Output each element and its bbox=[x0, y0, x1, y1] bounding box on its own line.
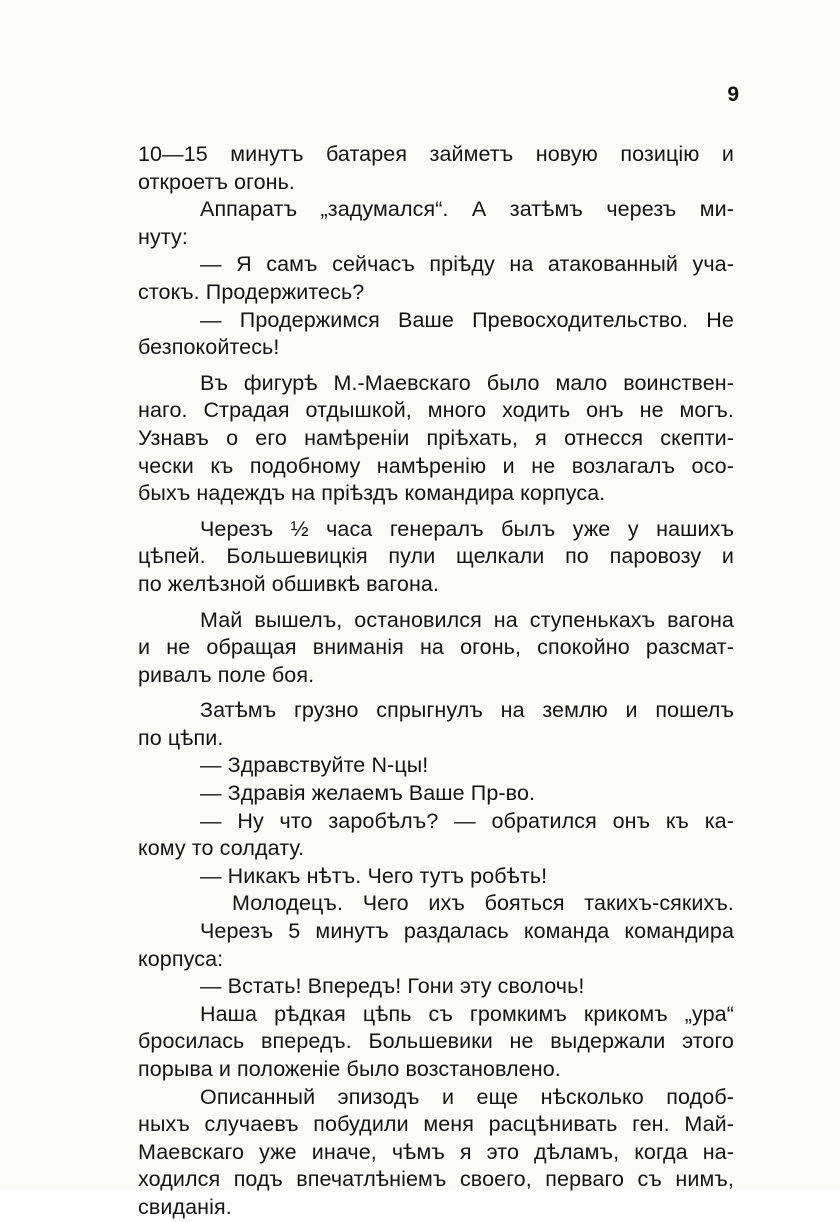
text-line: — Я самъ сейчасъ пріѣду на атакованный уча- bbox=[200, 252, 734, 277]
text-line: ривалъ поле боя. bbox=[138, 662, 315, 687]
text-line: корпуса: bbox=[138, 946, 224, 971]
page-text bbox=[138, 141, 734, 1222]
text-line: Май вышелъ, остановился на ступенькахъ вагона bbox=[200, 607, 734, 632]
text-line: Маевскаго уже иначе, чѣмъ я это дѣламъ, когда на- bbox=[138, 1139, 734, 1164]
text-line: Аппаратъ „задумался“. А затѣмъ черезъ ми- bbox=[200, 197, 734, 222]
text-line: Затѣмъ грузно спрыгнулъ на землю и пошелъ bbox=[200, 698, 734, 723]
text-line: — Продержимся Ваше Превосходительство. Не bbox=[200, 307, 734, 332]
text-line: Наша рѣдкая цѣпь съ громкимъ крикомъ „ура“ bbox=[200, 1001, 734, 1026]
text-line: стокъ. Продержитесь? bbox=[138, 279, 365, 304]
text-line: порыва и положеніе было возстановлено. bbox=[138, 1057, 561, 1081]
text-line: и не обращая вниманія на огонь, спокойно разсмат- bbox=[138, 635, 734, 660]
text-line: — Никакъ нѣтъ. Чего тутъ робѣть! bbox=[200, 863, 548, 888]
text-line: бросилась впередъ. Большевики не выдержали этого bbox=[138, 1029, 734, 1054]
text-line: 10—15 минутъ батарея займетъ новую позицію и bbox=[138, 142, 734, 166]
text-line: наго. Страдая отдышкой, много ходить онъ не могъ. bbox=[138, 398, 734, 423]
text-line: цѣпей. Большевицкія пули щелкали по паровозу и bbox=[138, 544, 734, 569]
text-line: быхъ надеждъ на пріѣздъ командира корпуса. bbox=[138, 481, 606, 506]
text-line: кому то солдату. bbox=[138, 836, 305, 861]
text-line: по цѣпи. bbox=[138, 725, 224, 750]
text-line: — Здравія желаемъ Ваше Пр-во. bbox=[200, 781, 536, 806]
text-line: безпокойтесь! bbox=[138, 335, 280, 360]
text-line: Въ фигурѣ М.-Маевскаго было мало воинствен- bbox=[200, 370, 734, 395]
page-number: 9 bbox=[727, 83, 739, 106]
text-line: Черезъ 5 минутъ раздалась команда командира bbox=[200, 919, 734, 944]
text-line: ходился подъ впечатлѣніемъ своего, перваго съ нимъ, bbox=[138, 1167, 734, 1192]
text-line: свиданія. bbox=[138, 1194, 232, 1219]
text-line: по желѣзной обшивкѣ вагона. bbox=[138, 571, 440, 596]
text-line: — Здравствуйте N-цы! bbox=[200, 753, 429, 778]
text-line: Молодецъ. Чего ихъ бояться такихъ-сякихъ. bbox=[232, 891, 734, 916]
text-line: Узнавъ о его намѣреніи пріѣхать, я отнесся скепти- bbox=[138, 425, 734, 450]
text-line: чески къ подобному намѣренію и не возлагалъ осо- bbox=[138, 453, 734, 478]
text-line: нуту: bbox=[138, 224, 188, 249]
text-line: — Встать! Впередъ! Гони эту сволочь! bbox=[200, 974, 585, 999]
text-line: — Ну что заробѣлъ? — обратился онъ къ ка- bbox=[200, 808, 734, 833]
text-line: Описанный эпизодъ и еще нѣсколько подоб- bbox=[200, 1084, 734, 1109]
text-line: ныхъ случаевъ побудили меня расцѣнивать ген. Май- bbox=[138, 1112, 734, 1137]
text-line: Черезъ ½ часа генералъ былъ уже у нашихъ bbox=[200, 516, 734, 541]
text-line: откроетъ огонь. bbox=[138, 169, 295, 194]
